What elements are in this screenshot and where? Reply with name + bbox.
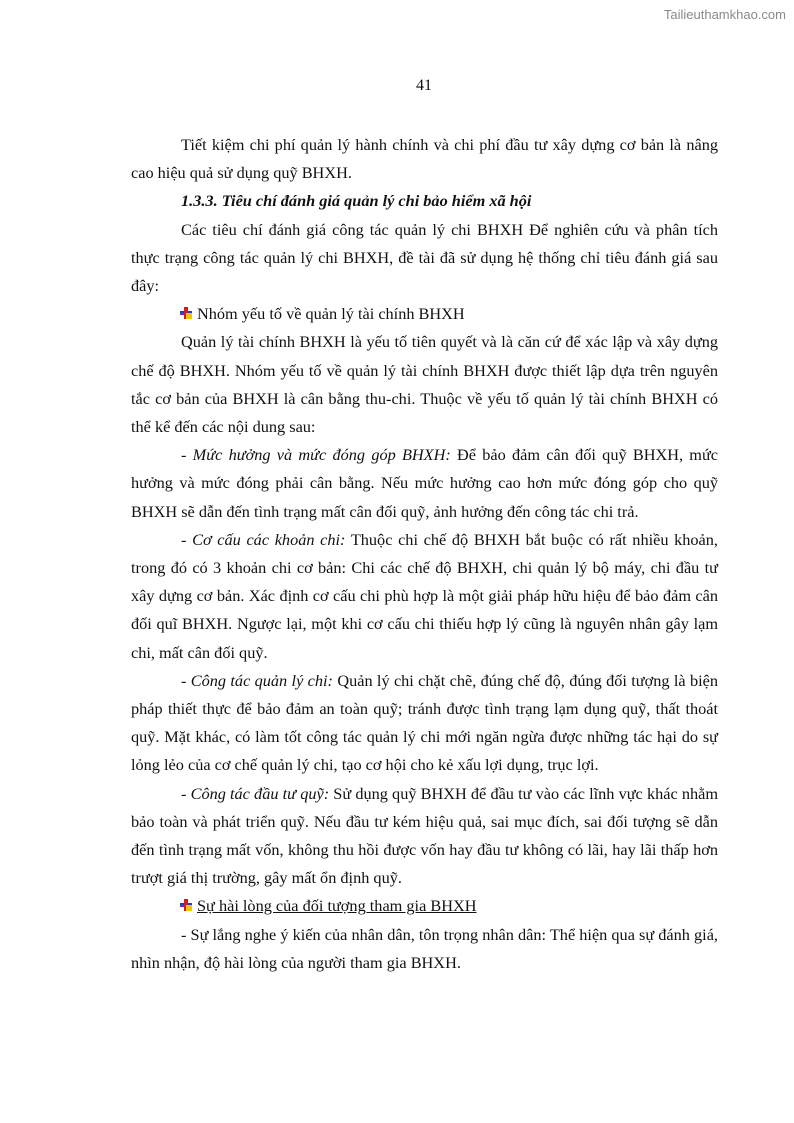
list-item <box>131 441 718 526</box>
document-body <box>131 131 718 977</box>
item-lead: - Mức hưởng và mức đóng góp BHXH: <box>181 445 451 465</box>
bullet-item-satisfaction <box>131 892 718 920</box>
bullet-cross-icon <box>179 306 193 320</box>
page-number: 41 <box>416 77 432 94</box>
paragraph: - Sự lắng nghe ý kiến của nhân dân, tôn trọng nhân dân: Thể hiện qua sự đánh giá, nhìn nhận, độ hài lòng của người tham gia BHXH. <box>131 924 718 972</box>
paragraph: Các tiêu chí đánh giá công tác quản lý chi BHXH Để nghiên cứu và phân tích thực trạng công tác quản lý chi BHXH, đề tài đã sử dụng hệ thống chỉ tiêu đánh giá sau đây: <box>131 219 718 296</box>
bullet-item-financial <box>131 300 718 328</box>
section-heading: 1.3.3. Tiêu chí đánh giá quản lý chi bảo hiểm xã hội <box>181 191 532 211</box>
item-lead: - Công tác đầu tư quỹ: <box>181 783 330 803</box>
item-lead: - Công tác quản lý chi: <box>181 670 333 690</box>
paragraph: Quản lý tài chính BHXH là yếu tố tiên quyết và là căn cứ để xác lập và xây dựng chế độ BHXH. Nhóm yếu tố về quản lý tài chính BHXH được thiết lập dựa trên nguyên tắc cơ bản của BHXH là cân bằng thu-chi. Thuộc về yếu tố quản lý tài chính BHXH có thể kể đến các nội dung sau: <box>131 332 718 437</box>
item-text: Thuộc chi chế độ BHXH bắt buộc có rất nhiều khoản, trong đó có 3 khoản chi cơ bản: Chi các chế độ BHXH, chi quản lý bộ máy, chi đầu tư xây dựng cơ bản. Xác định cơ cấu chi phù hợp là một giải pháp hữu hiệu để bảo đảm cân đối quĩ BHXH. Ngược lại, một khi cơ cấu chi thiếu hợp lý cũng là nguyên nhân gây lạm chi, mất cân đối quỹ. <box>131 529 718 662</box>
bullet-cross-icon <box>179 898 193 912</box>
list-item <box>131 667 718 780</box>
item-text: Để bảo đảm cân đối quỹ BHXH, mức hưởng và mức đóng phải cân bằng. Nếu mức hưởng cao hơn mức đóng góp cho quỹ BHXH sẽ dẫn đến tình trạng mất cân đối quỹ, ảnh hưởng đến công tác chi trả. <box>131 445 718 521</box>
item-lead: - Cơ cấu các khoản chi: <box>181 529 346 549</box>
item-text: Quản lý chi chặt chẽ, đúng chế độ, đúng đối tượng là biện pháp thiết thực để bảo đảm an toàn quỹ; tránh được tình trạng lạm dụng quỹ, thất thoát quỹ. Mặt khác, có làm tốt công tác quản lý chi mới ngăn ngừa được những tác hại do sự lỏng lẻo của cơ chế quản lý chi, tạo cơ hội cho kẻ xấu lợi dụng, trục lợi. <box>131 670 718 775</box>
item-text: Sử dụng quỹ BHXH để đầu tư vào các lĩnh vực khác nhằm bảo toàn và phát triển quỹ. Nếu đầu tư kém hiệu quả, sai mục đích, sai đối tượng sẽ dẫn đến tình trạng mất vốn, không thu hồi được vốn hay đầu tư không có lãi, hay lãi thấp hơn trượt giá thị trường, gây mất ổn định quỹ. <box>131 783 719 888</box>
bullet-text: Sự hài lòng của đối tượng tham gia BHXH <box>197 896 477 916</box>
bullet-text: Nhóm yếu tố về quản lý tài chính BHXH <box>197 304 465 324</box>
list-item <box>131 526 718 667</box>
watermark: Tailieuthamkhao.com <box>663 7 786 22</box>
paragraph: Tiết kiệm chi phí quản lý hành chính và chi phí đầu tư xây dựng cơ bản là nâng cao hiệu quả sử dụng quỹ BHXH. <box>131 135 718 183</box>
list-item <box>131 780 718 893</box>
